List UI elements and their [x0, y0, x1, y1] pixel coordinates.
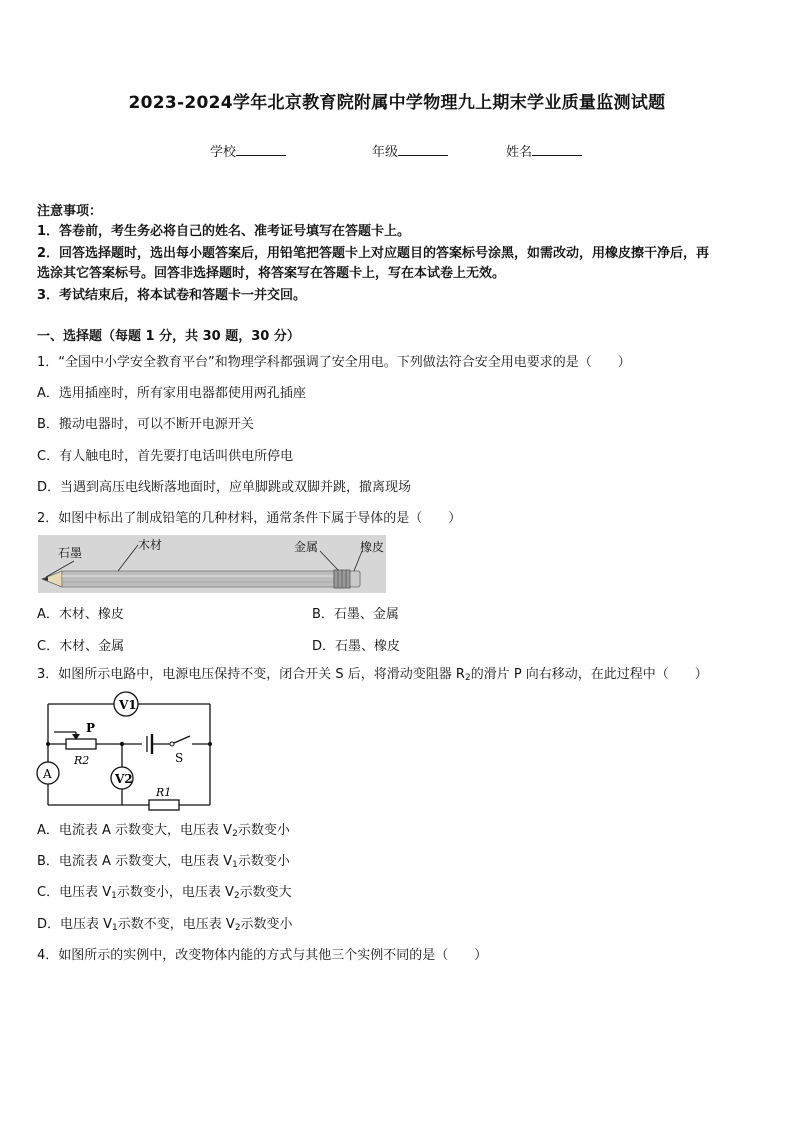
- question-1-stem: 1．“全国中小学安全教育平台”和物理学科都强调了安全用电。下列做法符合安全用电要求的是（ ）: [37, 355, 631, 370]
- question-3-option: C．电压表 $V_1$示数变小，电压表 $V_2$示数变大: [37, 885, 292, 901]
- label-eraser: 橡皮: [360, 540, 385, 554]
- question-3-stem: 3．如图所示电路中，电源电压保持不变，闭合开关 S 后，将滑动变阻器 $R_2$的滑片 P 向右移动，在此过程中（ ）: [37, 667, 708, 683]
- question-3-option: A．电流表 A 示数变大，电压表 $V_2$示数变小: [37, 823, 290, 839]
- question-1-option: D．当遇到高压电线断落地面时，应单脚跳或双脚并跳，撤离现场: [37, 480, 412, 495]
- label-v1: V1: [119, 698, 137, 712]
- label-p: P: [86, 721, 96, 735]
- circuit-figure: [34, 690, 224, 819]
- question-1-option: B．搬动电器时，可以不断开电源开关: [37, 417, 254, 432]
- circuit-diagram: [34, 690, 224, 815]
- label-v2: V2: [115, 772, 133, 786]
- label-r2: R2: [74, 754, 90, 767]
- notice-item: 选涂其它答案标号。回答非选择题时，将答案写在答题卡上，写在本试卷上无效。: [37, 266, 506, 281]
- label-a: A: [43, 767, 52, 781]
- question-2-option: C．木材、金属: [37, 639, 125, 654]
- pencil-figure: [38, 535, 386, 593]
- question-3-option: D．电压表 $V_1$示数不变，电压表 $V_2$示数变小: [37, 917, 293, 933]
- notice-heading: 注意事项：: [37, 204, 103, 219]
- question-2-option: B．石墨、金属: [312, 607, 399, 622]
- label-wood: 木材: [138, 538, 163, 552]
- label-r1: R1: [156, 786, 172, 799]
- question-2-option: D．石墨、橡皮: [312, 639, 401, 654]
- notice-item: 1．答卷前，考生务必将自己的姓名、准考证号填写在答题卡上。: [37, 224, 411, 239]
- notice-item: 3．考试结束后，将本试卷和答题卡一并交回。: [37, 288, 307, 303]
- question-1-option: A．选用插座时，所有家用电器都使用两孔插座: [37, 386, 306, 401]
- label-metal: 金属: [294, 540, 319, 554]
- school-field[interactable]: 学校: [210, 141, 286, 160]
- page-title: 2023-2024学年北京教育院附属中学物理九上期末学业质量监测试题: [128, 93, 666, 113]
- pencil-drawing: [38, 535, 386, 593]
- question-2-option: A．木材、橡皮: [37, 607, 124, 622]
- section-heading: 一、选择题（每题 1 分，共 30 题，30 分）: [37, 329, 300, 344]
- grade-field[interactable]: 年级: [372, 141, 448, 160]
- question-4-stem: 4．如图所示的实例中，改变物体内能的方式与其他三个实例不同的是（ ）: [37, 948, 488, 963]
- question-3-option: B．电流表 A 示数变大，电压表 $V_1$示数变小: [37, 854, 290, 870]
- question-1-option: C．有人触电时，首先要打电话叫供电所停电: [37, 449, 294, 464]
- notice-item: 2．回答选择题时，选出每小题答案后，用铅笔把答题卡上对应题目的答案标号涂黑，如需改动，用橡皮擦干净后，再: [37, 246, 710, 261]
- label-graphite: 石墨: [58, 546, 83, 560]
- name-field[interactable]: 姓名: [506, 141, 582, 160]
- question-2-stem: 2．如图中标出了制成铅笔的几种材料，通常条件下属于导体的是（ ）: [37, 511, 462, 526]
- label-s: S: [175, 751, 184, 765]
